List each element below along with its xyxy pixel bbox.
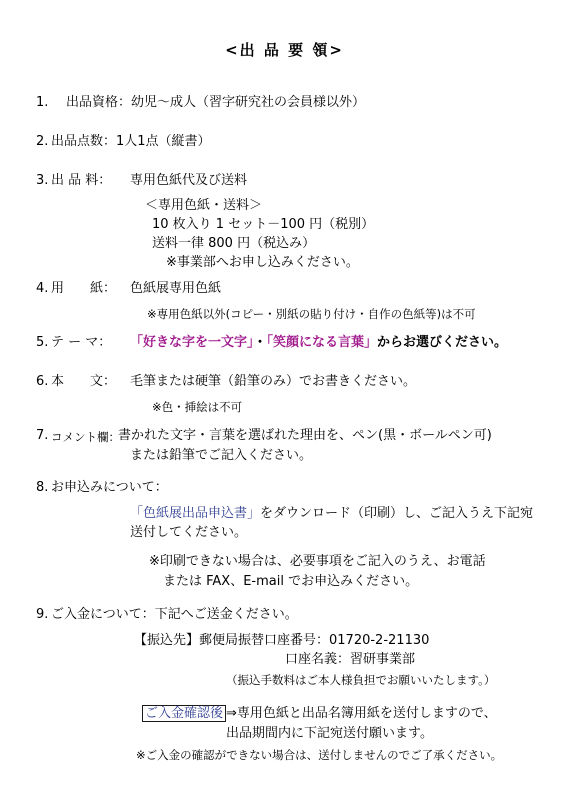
transfer-account-name: 口座名義：習研事業部 bbox=[285, 652, 416, 667]
theme-line bbox=[130, 335, 507, 351]
application-note-1: ※印刷できない場合は、必要事項をご記入のうえ、お電話 bbox=[149, 554, 486, 569]
page-title: <出 品 要 領> bbox=[225, 41, 344, 59]
application-line-2: 送付してください。 bbox=[130, 525, 248, 540]
comment-line-1: 書かれた文字・言葉を選ばれた理由を、ペン(黒・ボールペン可) bbox=[118, 428, 492, 443]
section-2-number: 2. bbox=[36, 134, 49, 149]
section-3-fee: 専用色紙代及び送料 bbox=[130, 173, 248, 188]
comment-line-2: または鉛筆でご記入ください。 bbox=[130, 448, 313, 463]
section-4-paper: 色紙展専用色紙 bbox=[130, 281, 222, 296]
section-6-body: 毛筆または硬筆（鉛筆のみ）でお書きください。 bbox=[130, 374, 417, 389]
confirmation-line-1 bbox=[142, 706, 497, 722]
section-3-label: 出 品 料： bbox=[51, 173, 112, 188]
theme-smile-words: 「笑顔になる言葉」 bbox=[266, 335, 378, 350]
section-5-number: 5. bbox=[36, 335, 49, 350]
section-5-label: テ ー マ： bbox=[51, 335, 112, 350]
theme-one-character: 「好きな字を一文字」 bbox=[130, 335, 254, 350]
section-1-eligibility: 出品資格：幼児～成人（習字研究社の会員様以外） bbox=[66, 95, 366, 110]
transfer-account-line bbox=[134, 633, 429, 649]
body-note: ※色・挿絵は不可 bbox=[152, 400, 243, 414]
section-4-number: 4. bbox=[36, 281, 49, 296]
section-1-number: 1. bbox=[36, 95, 49, 110]
section-6-number: 6. bbox=[36, 374, 49, 389]
paper-note: ※専用色紙以外(コピー・別紙の貼り付け・自作の色紙等)は不可 bbox=[147, 307, 476, 321]
application-form-name: 「色紙展出品申込書」 bbox=[130, 506, 261, 521]
section-2-quantity: 出品点数：1人1点（縦書） bbox=[51, 134, 211, 149]
application-note-2: または FAX、E-mail でお申込みください。 bbox=[163, 574, 419, 589]
application-line-1 bbox=[130, 506, 533, 522]
section-7-label: コメント欄： bbox=[51, 430, 120, 444]
section-8-label: お申込みについて： bbox=[51, 480, 168, 495]
theme-separator: ・ bbox=[253, 335, 267, 350]
section-4-label: 用 紙： bbox=[51, 281, 117, 296]
fee-set-price: 10 枚入り 1 セット－100 円（税別） bbox=[152, 217, 375, 232]
payment-confirmation-box: ご入金確認後 bbox=[142, 705, 226, 722]
section-9-label: ご入金について：下記へご送金ください。 bbox=[51, 607, 298, 622]
fee-heading: ＜専用色紙・送料＞ bbox=[145, 198, 263, 213]
theme-tail: からお選びください。 bbox=[377, 335, 508, 350]
section-8-number: 8. bbox=[36, 480, 49, 495]
confirmation-line-1-tail: ⇒専用色紙と出品名簿用紙を送付しますので、 bbox=[226, 706, 497, 721]
transfer-account: 郵便局振替口座番号：01720-2-21130 bbox=[199, 633, 430, 648]
section-9-number: 9. bbox=[36, 607, 49, 622]
section-3-number: 3. bbox=[36, 173, 49, 188]
section-6-label: 本 文： bbox=[51, 374, 117, 389]
fee-shipping: 送料一律 800 円（税込み） bbox=[152, 236, 316, 251]
section-7-number: 7. bbox=[36, 428, 49, 443]
fee-note: ※事業部へお申し込みください。 bbox=[166, 255, 359, 270]
transfer-fee-note: （振込手数料はご本人様負担でお願いいたします。） bbox=[226, 673, 496, 687]
transfer-label: 【振込先】 bbox=[134, 633, 200, 648]
confirmation-line-2: 出品期間内に下記宛送付願います。 bbox=[226, 726, 433, 741]
confirmation-note: ※ご入金の確認ができない場合は、送付しませんのでご了承ください。 bbox=[136, 748, 503, 762]
application-line-1-tail: をダウンロード（印刷）し、ご記入うえ下記宛 bbox=[260, 506, 534, 521]
